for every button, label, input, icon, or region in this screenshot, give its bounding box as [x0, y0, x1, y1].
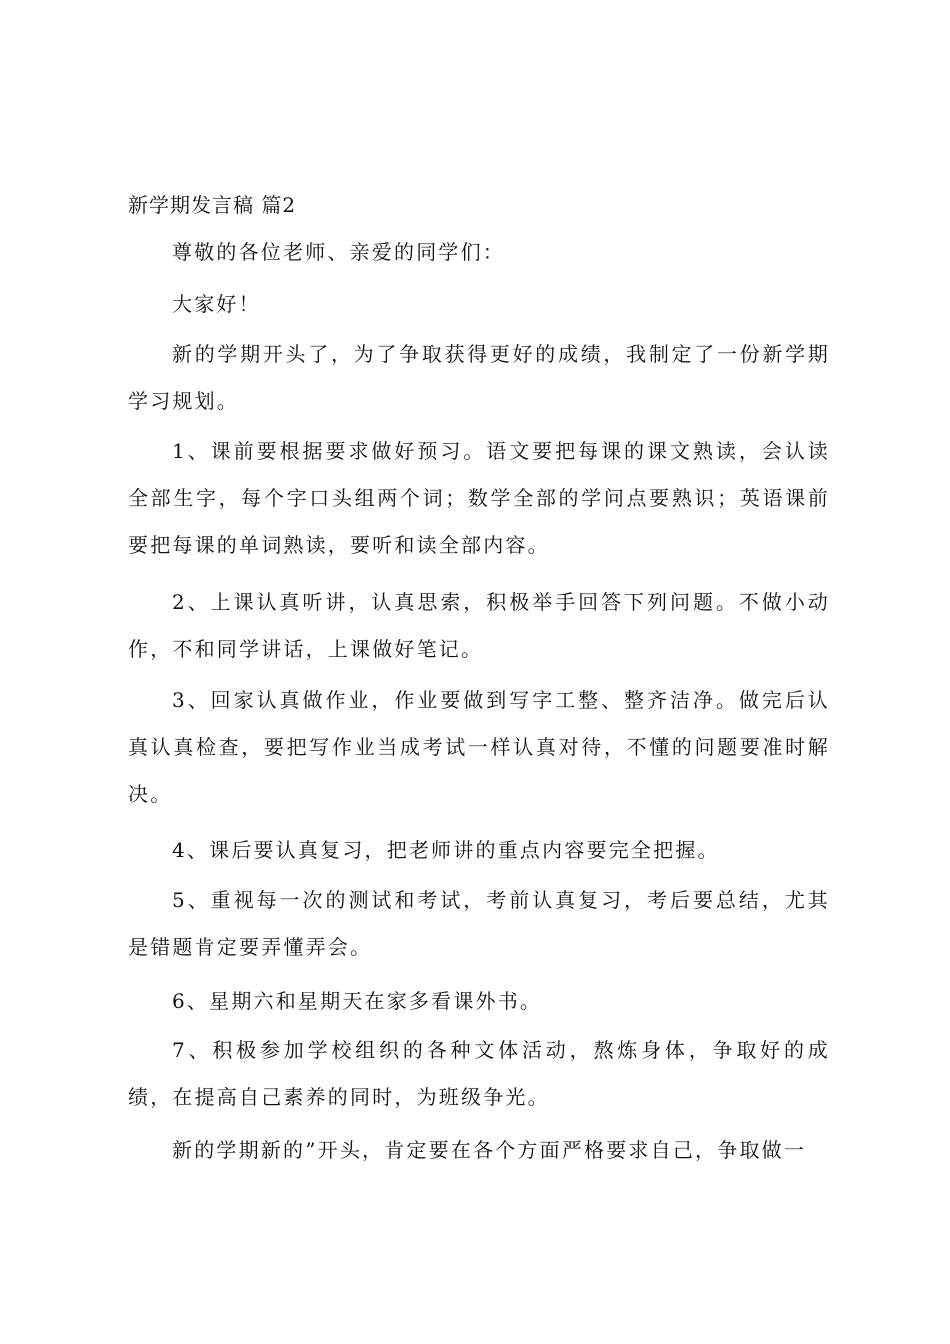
document-title: 新学期发言稿 篇2 [128, 193, 297, 217]
item-4: 4、课后要认真复习，把老师讲的重点内容要完全把握。 [172, 838, 720, 862]
item-5: 5、重视每一次的测试和考试，考前认真复习，考后要总结，尤其是错题肯定要弄懂弄会。 [128, 888, 830, 959]
item-7: 7、积极参加学校组织的各种文体活动，熬炼身体，争取好的成绩，在提高自己素养的同时，为班级争光。 [128, 1038, 830, 1109]
item-1: 1、课前要根据要求做好预习。语文要把每课的课文熟读，会认读全部生字，每个字口头组两个词；数学全部的学问点要熟识；英语课前要把每课的单词熟读，要听和读全部内容。 [128, 439, 830, 557]
salutation: 尊敬的各位老师、亲爱的同学们： [172, 240, 505, 264]
item-3: 3、回家认真做作业，作业要做到写字工整、整齐洁净。做完后认真认真检查，要把写作业当成考试一样认真对待，不懂的问题要准时解决。 [128, 688, 830, 806]
intro-paragraph: 新的学期开头了，为了争取获得更好的成绩，我制定了一份新学期学习规划。 [128, 342, 830, 413]
item-2: 2、上课认真听讲，认真思索，积极举手回答下列问题。不做小动作，不和同学讲话，上课做好笔记。 [128, 590, 830, 661]
closing-paragraph: 新的学期新的”开头，肯定要在各个方面严格要求自己，争取做一 [172, 1138, 807, 1162]
item-6: 6、星期六和星期天在家多看课外书。 [172, 989, 543, 1013]
greeting: 大家好！ [172, 292, 261, 316]
